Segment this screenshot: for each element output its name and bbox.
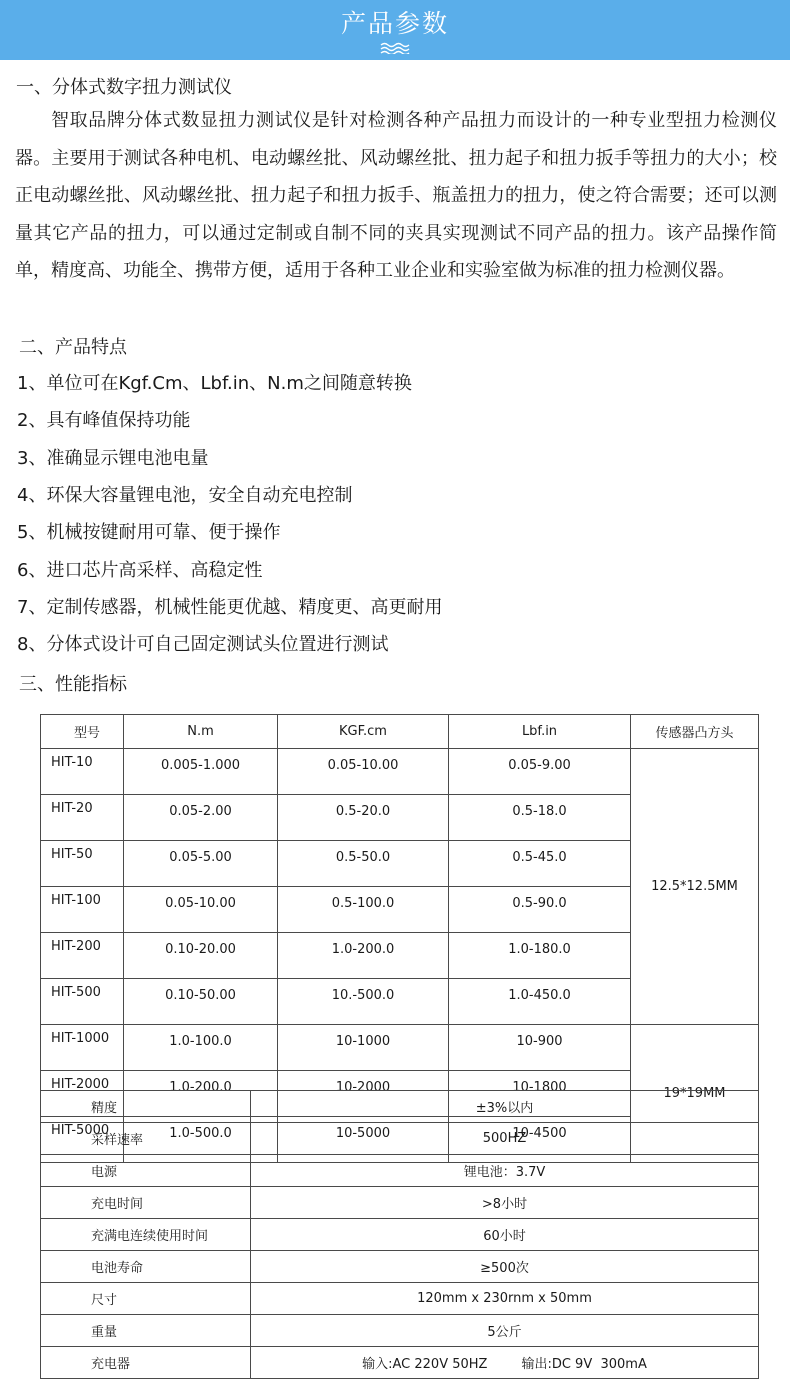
spec-label: 精度 (41, 1091, 251, 1123)
section1-heading: 一、分体式数字扭力测试仪 (16, 77, 232, 98)
spec-label: 尺寸 (41, 1283, 251, 1315)
spec-value: 500HZ (251, 1123, 759, 1155)
spec-row (41, 1315, 759, 1347)
table-header-row (41, 715, 759, 749)
section3-heading: 三、性能指标 (19, 674, 127, 695)
feature-item: 3、准确显示锂电池电量 (17, 448, 209, 469)
spec-label: 采样速率 (41, 1123, 251, 1155)
lbfin-cell: 0.5-45.0 (449, 841, 631, 887)
kgfcm-cell: 0.5-100.0 (278, 887, 449, 933)
nm-cell: 0.05-5.00 (124, 841, 278, 887)
kgfcm-cell: 10.-500.0 (278, 979, 449, 1025)
spec-label: 充电器 (41, 1347, 251, 1379)
charger-value (251, 1347, 759, 1379)
nm-cell: 1.0-200.0 (124, 1071, 278, 1117)
intro-paragraph: 智取品牌分体式数显扭力测试仪是针对检测各种产品扭力而设计的一种专业型扭力检测仪器。主要用于测试各种电机、电动螺丝批、风动螺丝批、扭力起子和扭力扳手等扭力的大小；校正电动螺丝批、风动螺丝批、扭力起子和扭力扳手、瓶盖扭力的扭力，使之符合需要；还可以测量其它产品的扭力，可以通过定制或自制不同的夹具实现测试不同产品的扭力。该产品操作简单，精度高、功能全、携带方便，适用于各种工业企业和实验室做为标准的扭力检测仪器。 (15, 110, 777, 281)
nm-cell: 0.05-10.00 (124, 887, 278, 933)
nm-cell: 0.005-1.000 (124, 749, 278, 795)
kgfcm-cell: 0.05-10.00 (278, 749, 449, 795)
header-cell-model: 型号 (41, 715, 124, 749)
spec-label: 充电时间 (41, 1187, 251, 1219)
nm-cell: 0.05-2.00 (124, 795, 278, 841)
header-cell-lbfin: Lbf.in (449, 715, 631, 749)
spec-value: ±3%以内 (251, 1091, 759, 1123)
table-row (41, 1025, 759, 1071)
spec-label: 电池寿命 (41, 1251, 251, 1283)
model-cell: HIT-1000 (41, 1025, 124, 1071)
spec-label: 充满电连续使用时间 (41, 1219, 251, 1251)
model-cell: HIT-2000 (41, 1071, 124, 1117)
model-cell: HIT-200 (41, 933, 124, 979)
sensor-size-cell: 19*19MM (631, 1025, 759, 1163)
kgfcm-cell: 10-2000 (278, 1071, 449, 1117)
spec-value: >8小时 (251, 1187, 759, 1219)
lbfin-cell: 0.05-9.00 (449, 749, 631, 795)
charger-input: 输入:AC 220V 50HZ (362, 1357, 488, 1372)
feature-item: 6、进口芯片高采样、高稳定性 (17, 560, 263, 581)
spec-label: 电源 (41, 1155, 251, 1187)
feature-item: 2、具有峰值保持功能 (17, 410, 191, 431)
kgfcm-cell: 10-1000 (278, 1025, 449, 1071)
nm-cell: 1.0-500.0 (124, 1117, 278, 1163)
spec-value: 锂电池：3.7V (251, 1155, 759, 1187)
feature-item: 8、分体式设计可自己固定测试头位置进行测试 (17, 634, 389, 655)
banner-title: 产品参数 (340, 8, 449, 38)
lbfin-cell: 0.5-90.0 (449, 887, 631, 933)
lbfin-cell: 0.5-18.0 (449, 795, 631, 841)
spec-row (41, 1091, 759, 1123)
spec-value: 5公斤 (251, 1315, 759, 1347)
charger-output: 输出:DC 9V 300mA (521, 1357, 647, 1372)
feature-item: 7、定制传感器，机械性能更优越、精度更、高更耐用 (17, 597, 443, 618)
nm-cell: 1.0-100.0 (124, 1025, 278, 1071)
model-cell: HIT-50 (41, 841, 124, 887)
kgfcm-cell: 10-5000 (278, 1117, 449, 1163)
model-cell: HIT-100 (41, 887, 124, 933)
feature-item: 4、环保大容量锂电池，安全自动充电控制 (17, 485, 353, 506)
lbfin-cell: 10-4500 (449, 1117, 631, 1163)
spec-value: 60小时 (251, 1219, 759, 1251)
model-cell: HIT-5000 (41, 1117, 124, 1163)
spec-row (41, 1251, 759, 1283)
spec-row (41, 1347, 759, 1379)
header-cell-kgfcm: KGF.cm (278, 715, 449, 749)
spec-label: 重量 (41, 1315, 251, 1347)
lbfin-cell: 1.0-450.0 (449, 979, 631, 1025)
kgfcm-cell: 0.5-20.0 (278, 795, 449, 841)
feature-item: 1、单位可在Kgf.Cm、Lbf.in、N.m之间随意转换 (17, 373, 412, 394)
kgfcm-cell: 0.5-50.0 (278, 841, 449, 887)
model-cell: HIT-20 (41, 795, 124, 841)
feature-item: 5、机械按键耐用可靠、便于操作 (17, 522, 281, 543)
spec-row (41, 1187, 759, 1219)
spec-value: 120mm x 230rnm x 50mm (251, 1283, 759, 1315)
header-cell-sensor: 传感器凸方头 (631, 715, 759, 749)
nm-cell: 0.10-50.00 (124, 979, 278, 1025)
nm-cell: 0.10-20.00 (124, 933, 278, 979)
wave-icon (380, 42, 410, 54)
sensor-size-cell: 12.5*12.5MM (631, 749, 759, 1025)
spec-row (41, 1283, 759, 1315)
lbfin-cell: 10-900 (449, 1025, 631, 1071)
table-row (41, 749, 759, 795)
page-banner (0, 0, 790, 60)
header-cell-nm: N.m (124, 715, 278, 749)
section2-heading: 二、产品特点 (19, 337, 127, 358)
model-cell: HIT-500 (41, 979, 124, 1025)
spec-table (40, 1090, 759, 1379)
model-cell: HIT-10 (41, 749, 124, 795)
spec-row (41, 1155, 759, 1187)
lbfin-cell: 1.0-180.0 (449, 933, 631, 979)
lbfin-cell: 10-1800 (449, 1071, 631, 1117)
spec-row (41, 1219, 759, 1251)
spec-row (41, 1123, 759, 1155)
spec-value: ≥500次 (251, 1251, 759, 1283)
kgfcm-cell: 1.0-200.0 (278, 933, 449, 979)
